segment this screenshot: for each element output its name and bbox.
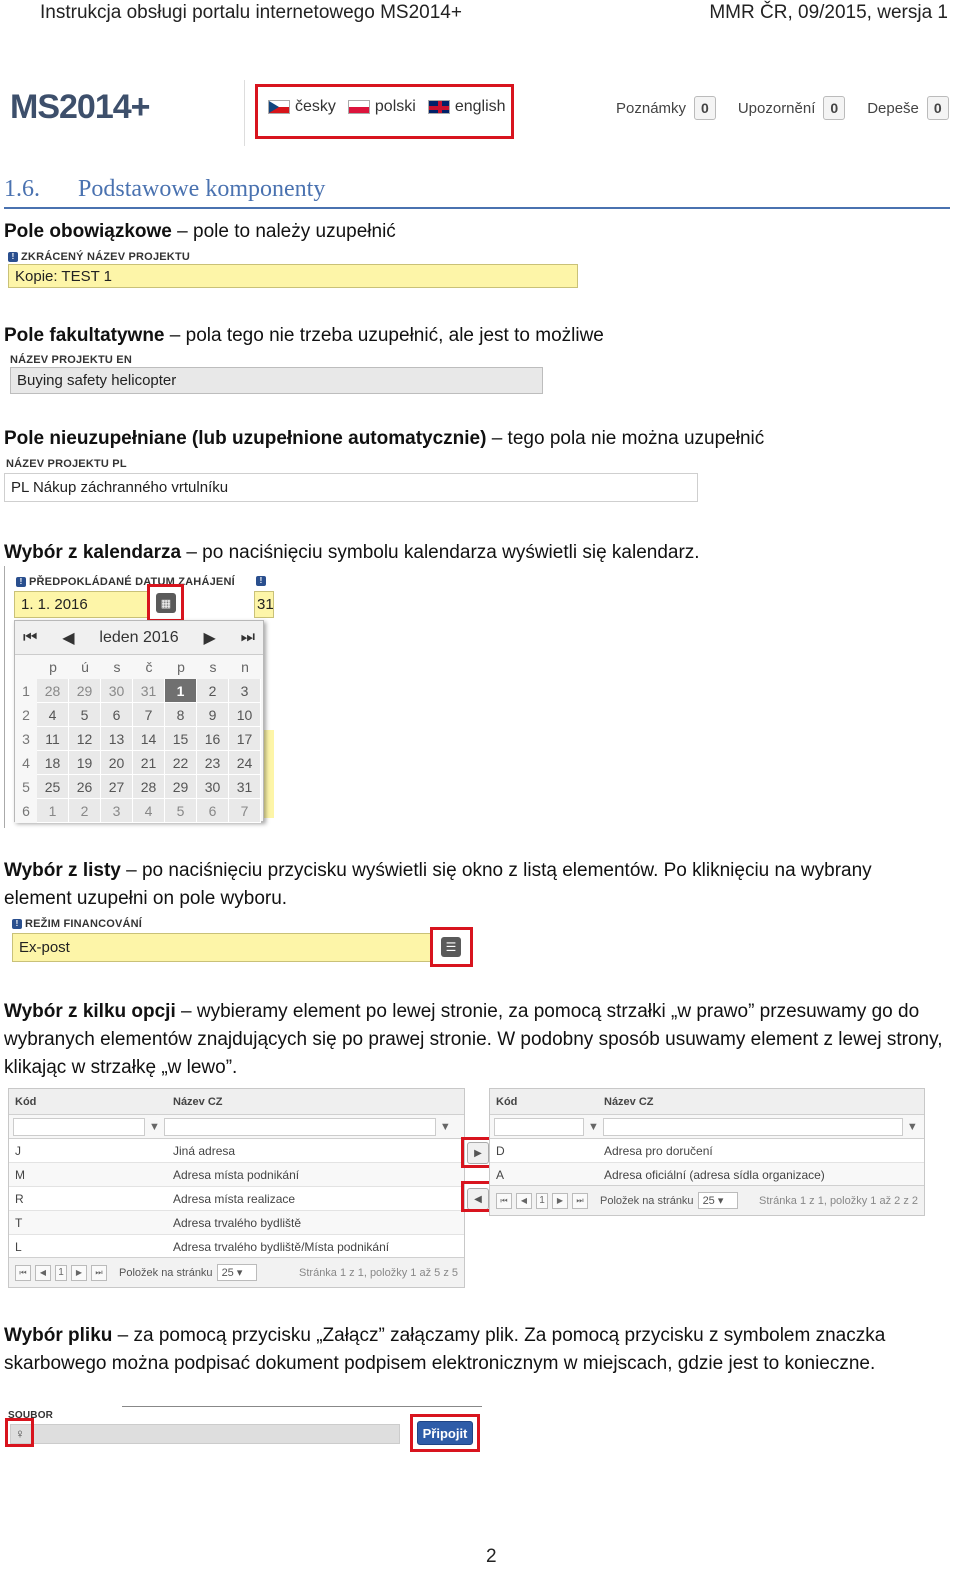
list-desc xyxy=(4,857,944,913)
last-page-icon[interactable]: ⏭ xyxy=(240,628,255,646)
prev-month-icon[interactable]: ◀ xyxy=(62,629,75,647)
filter-icon[interactable]: ▼ xyxy=(906,1120,918,1133)
highlight-calendar-button xyxy=(147,584,184,622)
calendar-day[interactable]: 25 xyxy=(37,775,69,799)
date-input[interactable]: 1. 1. 2016 xyxy=(14,591,150,618)
row-name: Jiná adresa xyxy=(173,1143,236,1158)
calendar-day[interactable]: 24 xyxy=(229,751,261,775)
divider xyxy=(122,1406,482,1407)
section-title: Podstawowe komponenty xyxy=(78,176,326,202)
nav-notes[interactable] xyxy=(616,96,716,120)
header-title: Instrukcja obsługi portalu internetowego MS2014+ xyxy=(40,2,462,23)
row-code: J xyxy=(15,1143,21,1158)
calendar-grid xyxy=(15,655,263,823)
calendar-day[interactable]: 7 xyxy=(229,799,261,823)
required-label-text: ZKRÁCENÝ NÁZEV PROJEKTU xyxy=(21,251,191,263)
week-number: 2 xyxy=(15,703,37,727)
calendar-month[interactable]: leden 2016 xyxy=(99,628,179,646)
week-number: 1 xyxy=(15,679,37,703)
last-page-icon[interactable]: ⏭ xyxy=(572,1193,588,1209)
page-size-select[interactable]: 25 ▾ xyxy=(698,1192,738,1209)
row-name: Adresa pro doručení xyxy=(604,1143,713,1158)
required-term: Pole obowiązkowe xyxy=(4,221,172,242)
info-icon: ! xyxy=(12,919,22,929)
highlight-language-box xyxy=(255,84,514,139)
header-version: MMR ČR, 09/2015, wersja 1 xyxy=(709,2,948,23)
nav-notes-label: Poznámky xyxy=(616,99,687,117)
table-pager xyxy=(9,1257,464,1287)
list-field-label xyxy=(12,918,142,930)
info-icon: ! xyxy=(8,252,18,262)
selected-items-table xyxy=(489,1088,925,1216)
readonly-text: – tego pola nie można uzupełnić xyxy=(486,428,765,449)
ms2014-logo: MS2014+ xyxy=(10,88,150,126)
calendar-day[interactable]: 11 xyxy=(37,727,69,751)
prev-page-icon[interactable]: ◀ xyxy=(516,1193,532,1209)
table-header xyxy=(490,1089,924,1115)
optional-field-label: NÁZEV PROJEKTU EN xyxy=(10,354,132,366)
page-number: 2 xyxy=(486,1546,497,1567)
calendar-day[interactable]: 3 xyxy=(229,679,261,703)
row-code: A xyxy=(496,1167,505,1182)
calendar-day[interactable]: 5 xyxy=(165,799,197,823)
prev-page-icon[interactable]: ◀ xyxy=(35,1265,51,1281)
nav-alerts[interactable] xyxy=(738,96,845,120)
row-code: T xyxy=(15,1215,23,1230)
optional-text: – pola tego nie trzeba uzupełnić, ale jest to możliwe xyxy=(164,325,604,346)
list-text: – po naciśnięciu przycisku wyświetli się okno z listą elementów. Po kliknięciu na wybrany element uzupełni on pole wyboru. xyxy=(4,860,872,909)
readonly-term: Pole nieuzupełniane (lub uzupełnione automatycznie) xyxy=(4,428,487,449)
required-text: – pole to należy uzupełnić xyxy=(171,221,396,242)
pager-label: Položek na stránku xyxy=(600,1194,694,1207)
col-code[interactable]: Kód xyxy=(496,1095,518,1108)
section-number: 1.6. xyxy=(4,176,40,202)
table-row[interactable] xyxy=(9,1139,464,1163)
row-name: Adresa trvalého bydliště xyxy=(173,1215,302,1230)
last-page-icon[interactable]: ⏭ xyxy=(91,1265,107,1281)
nav-messages-label: Depeše xyxy=(867,99,919,117)
col-name[interactable]: Název CZ xyxy=(173,1095,223,1108)
row-code: D xyxy=(496,1143,505,1158)
available-items-table xyxy=(8,1088,465,1288)
page-size-select[interactable]: 25 ▾ xyxy=(217,1264,257,1281)
row-code: L xyxy=(15,1239,22,1254)
filter-icon[interactable]: ▼ xyxy=(439,1120,451,1133)
page-size-value: 25 xyxy=(702,1195,715,1207)
calendar-day[interactable]: 27 xyxy=(101,775,133,799)
row-name: Adresa trvalého bydliště/Místa podnikání xyxy=(173,1239,390,1254)
calendar-text: – po naciśnięciu symbolu kalendarza wyświetli się kalendarz. xyxy=(181,542,700,563)
file-text: – za pomocą przycisku „Załącz” załączamy plik. Za pomocą przycisku z symbolem znaczka skarbowego można podpisać dokument podpisem elektronicznym w miejscach, gdzie jest to konieczne. xyxy=(4,1325,886,1374)
calendar-day[interactable]: 6 xyxy=(197,799,229,823)
weekday-label: s xyxy=(209,659,217,675)
list-label-text: REŽIM FINANCOVÁNÍ xyxy=(25,918,143,930)
row-name: Adresa oficiální (adresa sídla organizace) xyxy=(604,1167,825,1182)
required-field-label xyxy=(8,251,190,263)
calendar-day[interactable]: 21 xyxy=(133,751,165,775)
calendar-icon[interactable]: ▦ xyxy=(156,593,176,613)
calendar-day[interactable]: 20 xyxy=(101,751,133,775)
calendar-day[interactable]: 29 xyxy=(69,679,101,703)
week-number: 5 xyxy=(15,775,37,799)
list-term: Wybór z listy xyxy=(4,860,121,881)
table-row[interactable] xyxy=(9,1235,464,1259)
table-row[interactable] xyxy=(9,1211,464,1235)
calendar-day[interactable]: 31 xyxy=(229,775,261,799)
weekday-label: ú xyxy=(81,659,89,675)
calendar-day[interactable]: 8 xyxy=(165,703,197,727)
calendar-day[interactable]: 3 xyxy=(101,799,133,823)
file-desc xyxy=(4,1322,949,1378)
filter-code-input[interactable] xyxy=(13,1118,145,1136)
attach-button[interactable]: Připojit xyxy=(417,1421,473,1445)
week-number: 4 xyxy=(15,751,37,775)
calendar-day[interactable]: 22 xyxy=(165,751,197,775)
required-input[interactable]: Kopie: TEST 1 xyxy=(8,264,578,288)
page-number[interactable]: 1 xyxy=(536,1193,548,1209)
pager-label: Položek na stránku xyxy=(119,1266,213,1279)
multi-desc xyxy=(4,998,949,1082)
selected-rows xyxy=(490,1139,924,1187)
readonly-field-label: NÁZEV PROJEKTU PL xyxy=(6,458,127,470)
move-left-icon[interactable]: ◀ xyxy=(467,1188,489,1210)
weekday-label: č xyxy=(145,659,153,675)
calendar-day[interactable]: 6 xyxy=(101,703,133,727)
select-input[interactable]: Ex-post xyxy=(12,933,432,962)
table-row[interactable] xyxy=(9,1163,464,1187)
lang-english-label: english xyxy=(454,98,506,115)
calendar-day[interactable]: 2 xyxy=(197,679,229,703)
filter-icon[interactable]: ▼ xyxy=(149,1120,160,1133)
info-icon: ! xyxy=(16,577,26,587)
filter-icon[interactable]: ▼ xyxy=(588,1120,599,1133)
signature-stamp-icon[interactable]: ♀ xyxy=(15,1425,25,1441)
nav-messages-count: 0 xyxy=(927,96,949,120)
weekday-label: n xyxy=(241,659,249,675)
calendar-day[interactable]: 28 xyxy=(37,679,69,703)
optional-input[interactable]: Buying safety helicopter xyxy=(10,367,543,394)
calendar-term: Wybór z kalendarza xyxy=(4,542,182,563)
table-header xyxy=(9,1089,464,1115)
calendar-day[interactable]: 18 xyxy=(37,751,69,775)
filter-code-input[interactable] xyxy=(494,1118,584,1136)
weekday-label: s xyxy=(113,659,121,675)
calendar-popup xyxy=(14,620,264,822)
row-code: R xyxy=(15,1191,24,1206)
row-name: Adresa místa realizace xyxy=(173,1191,296,1206)
page-number[interactable]: 1 xyxy=(55,1265,67,1281)
info-icon: ! xyxy=(256,576,266,586)
calendar-day[interactable]: 15 xyxy=(165,727,197,751)
available-rows xyxy=(9,1139,464,1259)
lang-polish-label: polski xyxy=(374,98,416,115)
calendar-day[interactable]: 30 xyxy=(197,775,229,799)
weekday-label: p xyxy=(49,659,57,675)
calendar-day[interactable]: 23 xyxy=(197,751,229,775)
calendar-day[interactable]: 12 xyxy=(69,727,101,751)
col-code[interactable]: Kód xyxy=(15,1095,37,1108)
file-field-label: SOUBOR xyxy=(8,1410,54,1421)
calendar-day[interactable]: 1 xyxy=(165,679,197,703)
week-number: 3 xyxy=(15,727,37,751)
calendar-day[interactable]: 4 xyxy=(133,799,165,823)
calendar-day[interactable]: 31 xyxy=(133,679,165,703)
multi-term: Wybór z kilku opcji xyxy=(4,1001,176,1022)
highlight-attach-button xyxy=(410,1414,480,1452)
filter-name-input[interactable] xyxy=(164,1118,436,1136)
multi-text: – wybieramy element po lewej stronie, za pomocą strzałki „w prawo” przesuwamy go do wybranych elementów znajdujących się po prawej stronie. W podobny sposób usuwamy element z lewej strony, klikając w strzałkę „w lewo”. xyxy=(4,1001,943,1078)
calendar-day[interactable]: 13 xyxy=(101,727,133,751)
required-desc xyxy=(4,218,396,246)
filter-name-input[interactable] xyxy=(603,1118,903,1136)
nav-notes-count: 0 xyxy=(694,96,716,120)
week-number: 6 xyxy=(15,799,37,823)
calendar-day[interactable]: 30 xyxy=(101,679,133,703)
calendar-header xyxy=(15,621,263,655)
first-page-icon[interactable]: ⏮ xyxy=(496,1193,512,1209)
file-term: Wybór pliku xyxy=(4,1325,113,1346)
optional-desc xyxy=(4,322,604,350)
list-picker-icon[interactable]: ☰ xyxy=(441,937,461,957)
calendar-day[interactable]: 4 xyxy=(37,703,69,727)
readonly-input: PL Nákup záchranného vrtulníku xyxy=(4,473,698,502)
calendar-day[interactable]: 16 xyxy=(197,727,229,751)
calendar-field-label xyxy=(16,576,235,588)
table-row[interactable] xyxy=(490,1163,924,1187)
first-page-icon[interactable]: ⏮ xyxy=(15,1265,31,1281)
optional-term: Pole fakultatywne xyxy=(4,325,165,346)
table-pager xyxy=(490,1185,924,1215)
row-name: Adresa místa podnikání xyxy=(173,1167,300,1182)
highlight-signature-button xyxy=(5,1418,34,1447)
calendar-day[interactable]: 9 xyxy=(197,703,229,727)
move-right-icon[interactable]: ▶ xyxy=(467,1142,489,1164)
calendar-day[interactable]: 10 xyxy=(229,703,261,727)
nav-alerts-count: 0 xyxy=(823,96,845,120)
table-row[interactable] xyxy=(9,1187,464,1211)
file-input[interactable] xyxy=(10,1424,400,1444)
next-field-label xyxy=(256,576,266,586)
calendar-day[interactable]: 7 xyxy=(133,703,165,727)
divider xyxy=(244,80,245,146)
week-header-blank xyxy=(15,655,37,679)
calendar-day[interactable]: 17 xyxy=(229,727,261,751)
nav-alerts-label: Upozornění xyxy=(737,99,816,117)
nav-messages[interactable] xyxy=(867,96,949,120)
section-rule xyxy=(4,207,950,209)
table-row[interactable] xyxy=(490,1139,924,1163)
calendar-day[interactable]: 14 xyxy=(133,727,165,751)
table-filter-row xyxy=(490,1115,924,1139)
col-name[interactable]: Název CZ xyxy=(604,1095,654,1108)
pager-info: Stránka 1 z 1, položky 1 až 2 z 2 xyxy=(759,1194,918,1207)
next-page-icon[interactable]: ▶ xyxy=(552,1193,568,1209)
calendar-desc xyxy=(4,539,700,567)
screenshot-edge xyxy=(4,566,5,828)
next-month-icon[interactable]: ▶ xyxy=(203,629,216,647)
calendar-day[interactable]: 28 xyxy=(133,775,165,799)
next-page-icon[interactable]: ▶ xyxy=(71,1265,87,1281)
table-filter-row xyxy=(9,1115,464,1139)
calendar-day[interactable]: 29 xyxy=(165,775,197,799)
lang-czech-label: česky xyxy=(295,98,336,115)
weekday-label: p xyxy=(177,659,185,675)
calendar-label-text: PŘEDPOKLÁDANÉ DATUM ZAHÁJENÍ xyxy=(29,576,235,588)
calendar-day[interactable]: 5 xyxy=(69,703,101,727)
top-nav xyxy=(616,96,949,120)
page-size-value: 25 xyxy=(221,1267,234,1279)
calendar-day[interactable]: 2 xyxy=(69,799,101,823)
highlight-list-button xyxy=(430,927,473,967)
row-code: M xyxy=(15,1167,25,1182)
calendar-day[interactable]: 19 xyxy=(69,751,101,775)
pager-info: Stránka 1 z 1, položky 1 až 5 z 5 xyxy=(299,1266,458,1279)
first-page-icon[interactable]: ⏮ xyxy=(23,628,38,646)
end-date-input[interactable]: 31 xyxy=(254,591,274,618)
calendar-day[interactable]: 1 xyxy=(37,799,69,823)
readonly-desc xyxy=(4,425,764,453)
calendar-day[interactable]: 26 xyxy=(69,775,101,799)
